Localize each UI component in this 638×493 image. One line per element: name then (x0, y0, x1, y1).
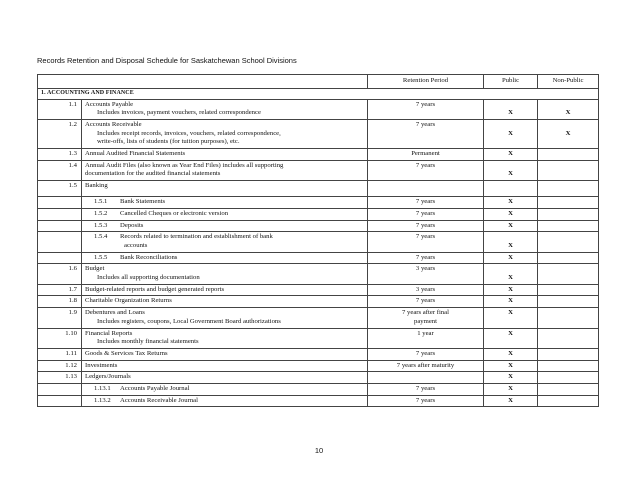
public-cell: X (484, 395, 538, 407)
row-detail: Includes monthly financial statements (97, 338, 199, 346)
page-number: 10 (314, 446, 324, 455)
retention-cell: 7 years (368, 197, 484, 209)
table-row (38, 149, 599, 161)
public-cell (484, 181, 538, 197)
row-description: Ledgers/Journals (82, 372, 368, 384)
non-public-cell (538, 395, 599, 407)
table-row (38, 296, 599, 308)
public-cell: X (484, 328, 538, 348)
retention-cell: 7 years (368, 160, 484, 180)
row-number: 1.2 (38, 119, 82, 148)
row-number: 1.13 (38, 372, 82, 384)
row-name: Bank Reconciliations (120, 253, 178, 261)
non-public-cell (538, 360, 599, 372)
row-number: 1.5.2 (94, 209, 108, 217)
row-number: 1.5 (38, 181, 82, 197)
retention-line: 7 years after final (402, 309, 449, 317)
table-row (38, 197, 599, 209)
row-description: Banking (82, 181, 368, 197)
row-number: 1.11 (38, 348, 82, 360)
table-row (38, 395, 599, 407)
page-title: Records Retention and Disposal Schedule for Saskatchewan School Divisions (37, 56, 297, 65)
non-public-cell (538, 284, 599, 296)
non-public-cell (538, 384, 599, 396)
row-name: documentation for the audited financial statements (85, 170, 221, 178)
retention-cell: 7 years (368, 119, 484, 148)
row-name: Cancelled Cheques or electronic version (120, 209, 229, 217)
row-detail: Includes all supporting documentation (97, 274, 200, 282)
header-retention: Retention Period (368, 75, 484, 89)
retention-cell: 7 years (368, 395, 484, 407)
row-name: Budget (85, 265, 105, 273)
retention-cell: 3 years (368, 284, 484, 296)
retention-cell (368, 372, 484, 384)
row-name: Accounts Payable (85, 100, 134, 108)
row-description: Goods & Services Tax Returns (82, 348, 368, 360)
table-row (38, 264, 599, 284)
row-number: 1.10 (38, 328, 82, 348)
table-row (38, 232, 599, 252)
public-cell: X (484, 220, 538, 232)
table-row (38, 181, 599, 197)
retention-cell: 7 years after maturity (368, 360, 484, 372)
table-row (38, 328, 599, 348)
row-description: Charitable Organization Returns (82, 296, 368, 308)
row-name: accounts (124, 241, 148, 249)
row-description (82, 328, 368, 348)
non-public-cell (538, 220, 599, 232)
non-public-cell (538, 328, 599, 348)
non-public-cell (538, 160, 599, 180)
row-name: Accounts Payable Journal (120, 385, 190, 393)
row-number: 1.9 (38, 308, 82, 328)
table-row (38, 160, 599, 180)
non-public-cell (538, 208, 599, 220)
public-cell: X (484, 197, 538, 209)
retention-cell: 7 years (368, 384, 484, 396)
table-row (38, 372, 599, 384)
public-cell: X (484, 308, 538, 328)
row-detail: Includes registers, coupons, Local Government Board authorizations (97, 317, 281, 325)
row-description (82, 197, 368, 209)
section-title: 1. ACCOUNTING AND FINANCE (38, 88, 599, 99)
retention-cell: 7 years (368, 348, 484, 360)
retention-cell (368, 181, 484, 197)
row-number: 1.5.1 (94, 198, 108, 206)
row-description: Annual Audited Financial Statements (82, 149, 368, 161)
retention-cell: 7 years (368, 232, 484, 252)
row-name: Records related to termination and establishment of bank (120, 233, 273, 241)
row-detail: write-offs, lists of students (for tuition purposes), etc. (97, 138, 240, 146)
non-public-cell (538, 348, 599, 360)
row-name: Accounts Receivable (85, 120, 142, 128)
row-number: 1.3 (38, 149, 82, 161)
non-public-cell (538, 372, 599, 384)
row-description (82, 264, 368, 284)
table-row (38, 208, 599, 220)
public-cell: X (484, 208, 538, 220)
retention-cell: 1 year (368, 328, 484, 348)
row-description (82, 99, 368, 119)
row-name: Annual Audit Files (also known as Year End Files) includes all supporting (85, 161, 284, 169)
row-description (82, 252, 368, 264)
row-number: 1.5.3 (94, 221, 108, 229)
public-cell: X (484, 232, 538, 252)
row-detail: Includes receipt records, invoices, vouchers, related correspondence, (97, 129, 281, 137)
public-cell: X (484, 264, 538, 284)
retention-cell: 3 years (368, 264, 484, 284)
retention-cell: 7 years (368, 99, 484, 119)
non-public-cell (538, 181, 599, 197)
non-public-cell (538, 149, 599, 161)
row-number: 1.4 (38, 160, 82, 180)
public-cell: X (484, 296, 538, 308)
non-public-cell (538, 296, 599, 308)
retention-cell: Permanent (368, 149, 484, 161)
public-cell: X (484, 99, 538, 119)
table-row (38, 119, 599, 148)
row-number: 1.13.2 (94, 396, 111, 404)
public-cell: X (484, 119, 538, 148)
table-header-row (38, 75, 599, 89)
row-name: Debentures and Loans (85, 309, 145, 317)
row-description (82, 395, 368, 407)
row-description: Investments (82, 360, 368, 372)
row-number: 1.1 (38, 99, 82, 119)
row-number: 1.8 (38, 296, 82, 308)
non-public-cell (538, 308, 599, 328)
non-public-cell (538, 197, 599, 209)
table-row (38, 284, 599, 296)
header-non-public: Non-Public (538, 75, 599, 89)
row-description: Budget-related reports and budget generated reports (82, 284, 368, 296)
row-number: 1.7 (38, 284, 82, 296)
row-description (82, 119, 368, 148)
public-cell: X (484, 348, 538, 360)
public-cell: X (484, 149, 538, 161)
retention-cell: 7 years (368, 296, 484, 308)
non-public-cell (538, 252, 599, 264)
non-public-cell: X (538, 99, 599, 119)
public-cell: X (484, 384, 538, 396)
row-number: 1.6 (38, 264, 82, 284)
retention-cell: 7 years (368, 220, 484, 232)
public-cell: X (484, 252, 538, 264)
public-cell: X (484, 160, 538, 180)
non-public-cell (538, 264, 599, 284)
public-cell: X (484, 372, 538, 384)
row-description (82, 308, 368, 328)
row-description (82, 220, 368, 232)
retention-cell: 7 years (368, 252, 484, 264)
table-row (38, 360, 599, 372)
table-row (38, 308, 599, 328)
table-row (38, 220, 599, 232)
row-number: 1.12 (38, 360, 82, 372)
non-public-cell: X (538, 119, 599, 148)
row-name: Financial Reports (85, 329, 133, 337)
row-detail: Includes invoices, payment vouchers, related correspondence (97, 109, 261, 117)
row-number: 1.13.1 (94, 385, 111, 393)
row-name: Bank Statements (120, 198, 166, 206)
public-cell: X (484, 284, 538, 296)
public-cell: X (484, 360, 538, 372)
row-number: 1.5.5 (94, 253, 108, 261)
header-public: Public (484, 75, 538, 89)
row-description (82, 232, 368, 252)
table-row (38, 99, 599, 119)
row-name: Accounts Receivable Journal (120, 396, 198, 404)
section-row (38, 88, 599, 99)
table-row (38, 252, 599, 264)
row-name: Deposits (120, 221, 144, 229)
retention-line: payment (413, 317, 438, 325)
row-description (82, 384, 368, 396)
row-number: 1.5.4 (94, 233, 108, 241)
retention-cell: 7 years (368, 208, 484, 220)
non-public-cell (538, 232, 599, 252)
table-row (38, 348, 599, 360)
table-row (38, 384, 599, 396)
row-description (82, 208, 368, 220)
row-description (82, 160, 368, 180)
retention-cell (368, 308, 484, 328)
retention-schedule-table (37, 74, 599, 407)
